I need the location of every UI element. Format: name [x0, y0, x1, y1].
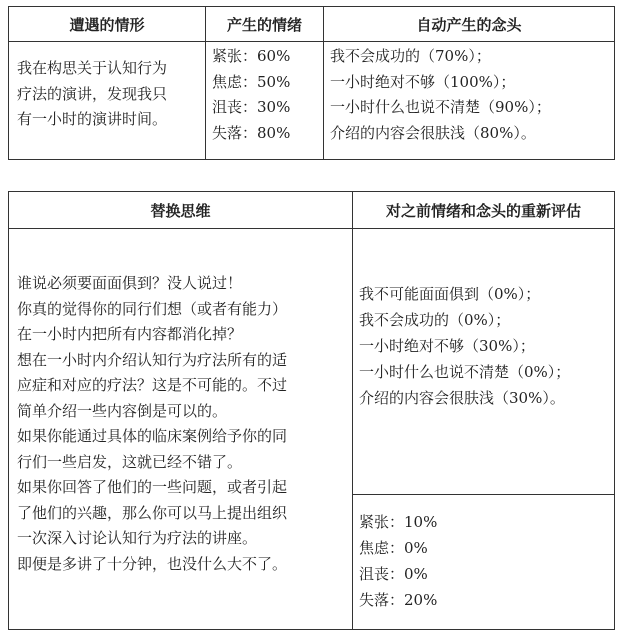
alternative-line: 行们一些启发，这就已经不错了。 [17, 452, 243, 471]
situation-table-row [9, 42, 615, 160]
reevaluation-emotion-item: 沮丧：0% [359, 565, 428, 583]
alternative-line: 一次深入讨论认知行为疗法的讲座。 [17, 529, 258, 547]
reevaluation-thought-item: 一小时什么也说不清楚（0%）； [359, 363, 571, 381]
alternative-line: 应症和对应的疗法？这是不可能的。不过 [17, 376, 288, 394]
emotion-item: 失落：80% [212, 123, 291, 142]
alternative-line: 谁说必须要面面俱到？没人说过！ [17, 274, 243, 292]
situation-line: 疗法的演讲，发现我只 [17, 84, 168, 103]
reevaluation-emotion-item: 紧张：10% [359, 513, 438, 531]
header-thoughts: 自动产生的念头 [324, 7, 615, 42]
situation-cell [9, 42, 206, 160]
reevaluation-emotion-item: 失落：20% [359, 591, 438, 609]
thoughts-cell [324, 42, 615, 160]
alternative-line: 简单介绍一些内容倒是可以的。 [17, 401, 228, 420]
alternative-line: 即便是多讲了十分钟，也没什么大不了。 [17, 554, 288, 573]
header-emotions: 产生的情绪 [206, 7, 324, 42]
situation-line: 有一小时的演讲时间。 [17, 110, 168, 128]
situation-table-header-row [9, 7, 615, 42]
header-alternative-thinking: 替换思维 [9, 192, 353, 229]
reevaluation-thoughts-cell [353, 229, 615, 495]
situation-table [8, 6, 615, 160]
thought-item: 介绍的内容会很肤浅（80%）。 [330, 123, 536, 142]
header-situation: 遭遇的情形 [9, 7, 206, 42]
emotion-item: 紧张：60% [212, 47, 291, 65]
emotion-item: 焦虑：50% [212, 72, 291, 91]
emotion-item: 沮丧：30% [212, 98, 291, 116]
thought-item: 我不会成功的（70%）； [330, 47, 491, 65]
thought-item: 一小时什么也说不清楚（90%）； [330, 98, 551, 116]
alternative-line: 如果你能通过具体的临床案例给予你的同 [17, 427, 288, 445]
thought-item: 一小时绝对不够（100%）； [330, 72, 516, 91]
alternative-thinking-table [8, 191, 615, 630]
reevaluation-thought-item: 一小时绝对不够（30%）； [359, 337, 535, 355]
reevaluation-thought-item: 介绍的内容会很肤浅（30%）。 [359, 389, 565, 407]
situation-line: 我在构思关于认知行为 [17, 59, 168, 77]
reevaluation-thought-item: 我不可能面面俱到（0%）； [359, 285, 541, 303]
alternative-line: 如果你回答了他们的一些问题，或者引起 [17, 478, 288, 496]
alternative-table-row-top [9, 229, 615, 495]
alternative-line: 在一小时内把所有内容都消化掉？ [17, 325, 243, 343]
emotions-cell [206, 42, 324, 160]
alternative-line: 你真的觉得你的同行们想（或者有能力） [17, 299, 288, 318]
reevaluation-emotions-cell [353, 495, 615, 630]
alternative-table-header-row [9, 192, 615, 229]
reevaluation-thought-item: 我不会成功的（0%）； [359, 311, 511, 329]
header-reevaluation: 对之前情绪和念头的重新评估 [353, 192, 615, 229]
alternative-thinking-cell [9, 229, 353, 630]
alternative-line: 了他们的兴趣，那么你可以马上提出组织 [17, 503, 288, 522]
reevaluation-emotion-item: 焦虑：0% [359, 539, 428, 557]
alternative-line: 想在一小时内介绍认知行为疗法所有的适 [17, 350, 288, 369]
